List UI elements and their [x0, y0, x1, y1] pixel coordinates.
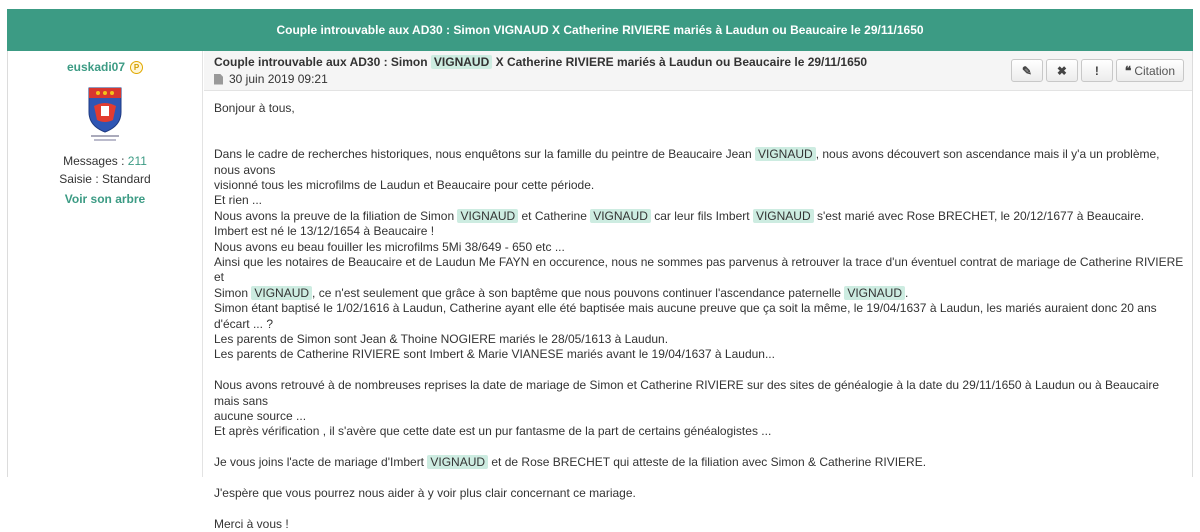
exclamation-icon: !: [1094, 63, 1099, 78]
messages-count[interactable]: 211: [127, 154, 147, 168]
topic-title: Couple introuvable aux AD30 : Simon VIGNAUD X Catherine RIVIERE mariés à Laudun ou Beaucaire le 29/11/1650: [276, 23, 924, 37]
forum-post: [7, 51, 1193, 531]
post-content: [204, 51, 1192, 531]
delete-button[interactable]: [1046, 59, 1078, 82]
quote-icon: ❝: [1124, 63, 1132, 78]
avatar: [85, 86, 125, 144]
report-button[interactable]: [1081, 59, 1113, 82]
post-header: [204, 51, 1192, 91]
post-actions: [1011, 59, 1184, 82]
document-icon: [214, 74, 223, 85]
author-username[interactable]: euskadi07: [66, 60, 126, 74]
post-body: Bonjour à tous, Dans le cadre de recherches historiques, nous enquêtons sur la famille du peintre de Beaucaire Jean VIGNAUD , nous avons découvert son ascendance mais il y'a un problème, nous avons visionné tous les microfilms de Laudun et Beaucaire pour cette période. Et rien ... Nous avons la preuve de la filiation de Simon VIGNAUD et Catherine VIGNAUD car leur fils Imbert VIGNAUD s'est marié avec Rose BRECHET, le 20/12/1677 à Beaucaire. Imbert est né le 13/12/1654 à Beaucaire ! Nous avons eu beau fouiller les microfilms 5Mi 38/649 - 650 etc ... Ainsi que les notaires de Beaucaire et de Laudun Me FAYN en occurence, nous ne sommes pas parvenus à retrouver la trace d'un éventuel contrat de mariage de Catherine RIVIERE et Simon VIGNAUD , ce n'est seulement que grâce à son baptême que nous pouvons continuer l'ascendance paternelle VIGNAUD . Simon étant baptisé le 1/02/1616 à Laudun, Catherine ayant elle été baptisée mais aucune preuve que ça soit la même, le 19/04/1637 à Laudun, les mariés auraient donc 20 ans d'écart ... ? Les parents de Simon sont Jean & Thoine NOGIERE mariés le 28/05/1613 à Laudun. Les parents de Catherine RIVIERE sont Imbert & Marie VIANESE mariés avant le 19/04/1637 à Laudun... Nous avons retrouvé à de nombreuses reprises la date de mariage de Simon et Catherine RIVIERE sur des sites de généalogie à la date du 29/11/1650 à Laudun ou à Beaucaire mais sans aucune source ... Et après vérification , il s'avère que cette date est un pur fantasme de la part de certains généalogistes ... Je vous joins l'acte de mariage d'Imbert VIGNAUD et de Rose BRECHET qui atteste de la filiation avec Simon & Catherine RIVIERE. J'espère que vous pourrez nous aider à y voir plus clair concernant ce mariage. Merci à vous !: [214, 101, 1184, 531]
saisie-stat: Saisie : Standard: [59, 172, 151, 186]
post-date: 30 juin 2019 09:21: [214, 72, 328, 86]
view-tree-link[interactable]: Voir son arbre: [64, 192, 146, 206]
topic-title-bar: [7, 9, 1193, 51]
close-icon: ✖: [1056, 63, 1067, 78]
edit-button[interactable]: [1011, 59, 1043, 82]
author-profile: [8, 51, 203, 477]
post-title[interactable]: Couple introuvable aux AD30 : Simon VIGNAUD X Catherine RIVIERE mariés à Laudun ou Beaucaire le 29/11/1650: [214, 55, 868, 69]
quote-button[interactable]: ❝ Citation: [1116, 59, 1184, 82]
pencil-icon: ✎: [1021, 63, 1032, 78]
rank-badge-icon: P: [130, 61, 143, 74]
messages-stat: Messages : 211: [63, 154, 147, 168]
